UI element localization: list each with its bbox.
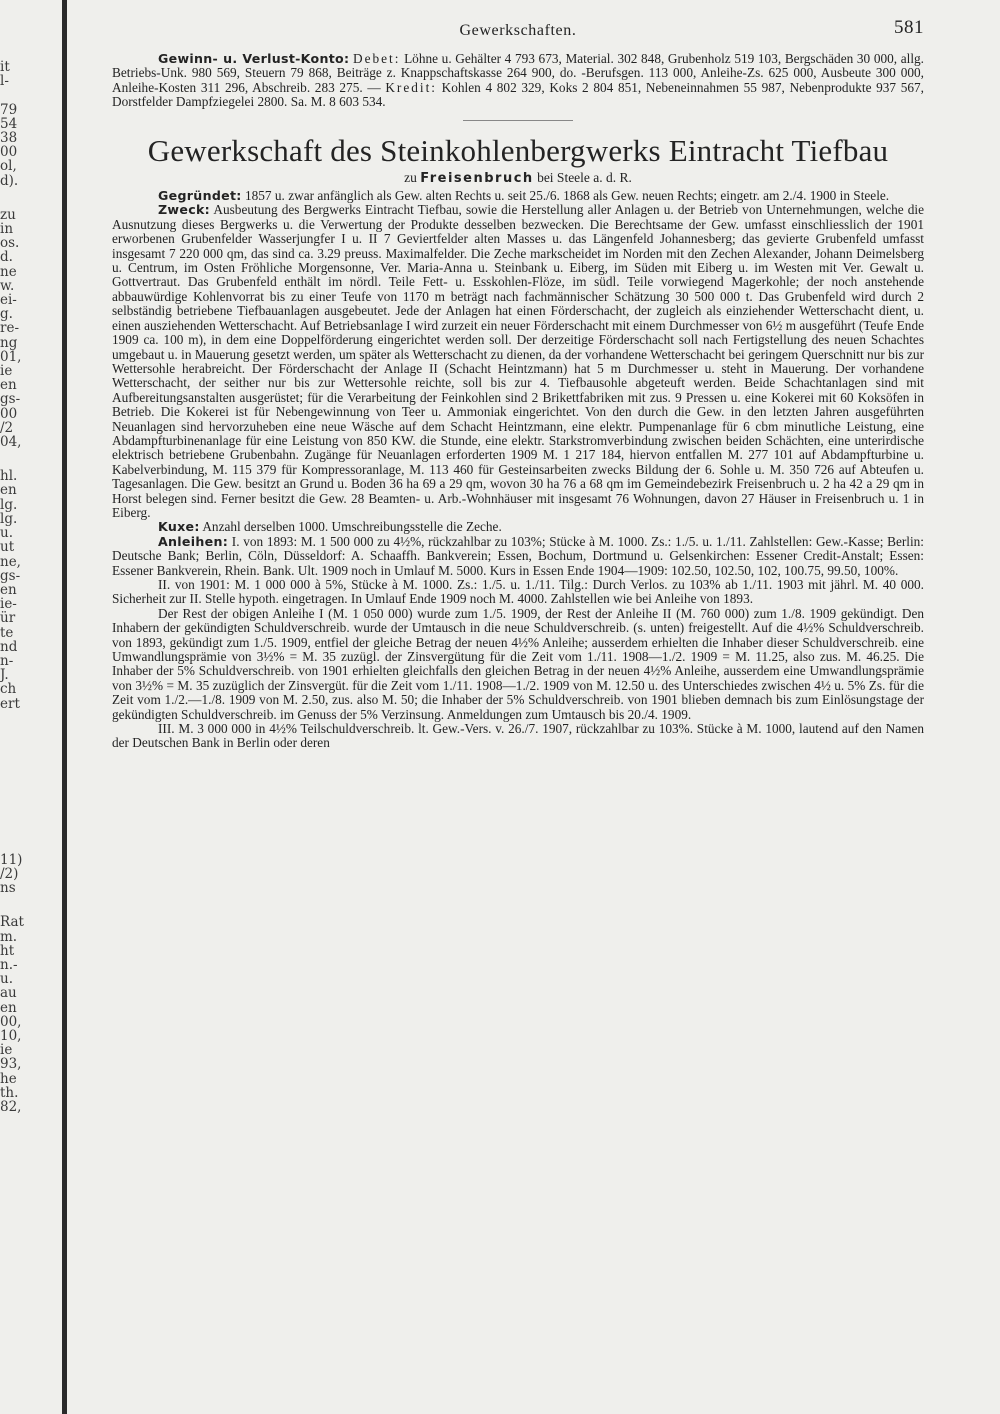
prev-column-fragment: lg. <box>0 496 18 513</box>
founded-paragraph <box>112 189 924 203</box>
prev-column-fragment: ns <box>0 880 16 897</box>
prev-column-fragment: ne, <box>0 553 21 570</box>
purpose-paragraph <box>112 203 924 520</box>
prev-column-fragment: 79 <box>0 101 18 118</box>
prev-column-fragment: zu <box>0 206 16 223</box>
prev-column-fragment: ht <box>0 942 15 959</box>
prev-column-fragment: ie <box>0 1042 13 1059</box>
column-gap <box>0 895 58 915</box>
prev-column-fragment: ie- <box>0 596 17 613</box>
prev-column-fragment: gs- <box>0 567 21 584</box>
location-place: Freisenbruch <box>420 170 534 186</box>
prev-column-fragment: u. <box>0 971 13 988</box>
profit-loss-paragraph <box>112 52 924 110</box>
prev-column-fragment: u. <box>0 525 13 542</box>
prev-column-fragment: l- <box>0 73 9 90</box>
profit-loss-label: Gewinn- u. Verlust-Konto: <box>158 51 350 66</box>
page-header <box>112 17 924 52</box>
loans-paragraph-3: Der Rest der obigen Anleihe I (M. 1 050 000) wurde zum 1./5. 1909, der Rest der Anleihe II (M. 760 000) zum 1./8. 1909 gekündigt. Den Inhabern der gekündigten Schuldverschreib. wurde der Umtausch in die neue Schuldverschreib. (s. unten) freigestellt. Auf die 4½% Schuldverschreib. von 1893, gekündigt zum 1./5. 1909, entfiel der gleiche Betrag der neuen 4½% Anleihe; ausserdem erhielten die Inhaber dieser Schuldverschreib. eine Umwandlungsprämie von 3½% = M. 35 zuzügl. der Zinsvergütung für die Zeit vom 1./11. 1908—1./2. 1909 = M. 11.25, also zus. M. 46.25. Die Inhaber der 5% Schuldverschreib. von 1901 erhielten gleichfalls den gleichen Betrag in der neuen 4½% Anleihe, ausserdem eine Umwandlungsprämie von 3½% = M. 35 zuzüglich der Zinsvergüt. für die Zeit vom 1./11. 1908—1./2. 1909 von M. 12.50 u. des Unterschiedes zwischen 4½ u. 5% Zs. für die Zeit vom 1./2.—1./8. 1909 von M. 2.50, zus. also M. 50; die Inhaber der 5% Schuldverschreib. von 1901 blieben demnach bis zum Einlösungstage der gekündigten Schuldverschreib. im Genuss der 5% Verzinsung. Anmeldungen zum Umtausch bis 20./4. 1909. <box>112 605 924 722</box>
prev-column-fragment: re- <box>0 320 20 337</box>
prev-column-fragment: au <box>0 985 17 1002</box>
prev-column-fragment: gs- <box>0 391 21 408</box>
loans-label: Anleihen: <box>158 533 229 549</box>
prev-column-fragment: ut <box>0 539 15 556</box>
prev-column-fragment: g. <box>0 306 13 323</box>
prev-column-fragment: 01, <box>0 348 22 365</box>
previous-page-column <box>0 60 58 1390</box>
prev-column-fragment: 04, <box>0 434 22 451</box>
prev-column-fragment: d). <box>0 172 19 189</box>
prev-column-fragment: he <box>0 1070 17 1087</box>
page <box>112 17 925 751</box>
prev-column-fragment: nd <box>0 638 18 655</box>
prev-column-fragment: m. <box>0 928 18 945</box>
prev-column-fragment: 00 <box>0 405 18 422</box>
prev-column-fragment: 93, <box>0 1056 22 1073</box>
prev-column-fragment: n- <box>0 652 14 669</box>
location-suffix: bei Steele a. d. R. <box>537 169 632 185</box>
column-gap <box>0 188 58 208</box>
page-number: 581 <box>894 17 924 38</box>
prev-column-fragment: ne <box>0 263 17 280</box>
prev-column-fragment: en <box>0 482 17 499</box>
prev-column-fragment: ür <box>0 610 16 627</box>
kredit-label: Kredit: <box>385 79 437 95</box>
purpose-label: Zweck: <box>158 202 210 218</box>
prev-column-fragment: 82, <box>0 1098 22 1115</box>
kredit-text: Kohlen 4 802 329, Koks 2 804 851, Nebeneinnahmen 55 987, Nebenprodukte 937 567, Dorstfelder Dampfziegelei 2800. Sa. M. 8 603 534. <box>112 79 925 110</box>
company-location <box>112 171 924 186</box>
prev-column-fragment: 00, <box>0 1013 22 1030</box>
prev-column-fragment: en <box>0 581 17 598</box>
prev-column-fragment: n.- <box>0 956 18 973</box>
debet-text: Löhne u. Gehälter 4 793 673, Material. 302 848, Grubenholz 519 103, Bergschäden 30 000, allg. Betriebs-Unk. 980 569, Steuern 79 868, Beiträge z. Knappschaftskasse 264 900, do. -Berufsgen. 113 000, Anleihe-Zs. 625 000, Ausbeute 300 000, Anleihe-Kosten 311 296, Abschreib. 283 275. — <box>112 51 924 95</box>
prev-column-fragment: th. <box>0 1084 19 1101</box>
gutter-rule <box>62 0 67 1414</box>
prev-column-fragment: ert <box>0 695 20 712</box>
prev-column-fragment: w. <box>0 277 15 294</box>
shares-text: Anzahl derselben 1000. Umschreibungsstelle die Zeche. <box>202 519 502 535</box>
prev-column-fragment: d. <box>0 249 13 266</box>
prev-column-fragment: en <box>0 377 17 394</box>
prev-column-fragment <box>0 88 58 102</box>
loans-paragraph-4: III. M. 3 000 000 in 4½% Teilschuldverschreib. lt. Gew.-Vers. v. 26./7. 1907, rückzahlbar zu 103%. Stücke à M. 1000, lautend auf den Namen der Deutschen Bank in Berlin oder deren <box>112 721 924 751</box>
section-divider <box>463 120 573 121</box>
prev-column-fragment: it <box>0 60 10 75</box>
prev-column-fragment: 38 <box>0 130 18 147</box>
column-gap <box>0 449 58 469</box>
company-title: Gewerkschaft des Steinkohlenbergwerks Eintracht Tiefbau <box>147 132 889 168</box>
prev-column-fragment: in <box>0 221 14 238</box>
prev-column-fragment: 54 <box>0 115 18 132</box>
founded-label: Gegründet: <box>158 188 242 204</box>
purpose-text: Ausbeutung des Bergwerks Eintracht Tiefbau, sowie die Herstellung aller Anlagen u. der Betrieb von Unternehmungen, welche die Ausnutzung dieses Bergwerks u. die Verwertung der Produkte desselben bezwecken. Die Berechtsame der Gew. umfasst einschliesslich der 1901 erworbenen Grubenfelder Wasserjungfer I u. II 7 Geviertfelder alten Masses u. das Längenfeld Johannesberg; das gevierte Grubenfeld umfasst insgesamt 7 220 000 qm, das sind ca. 3.29 preuss. Maximalfelder. Die Zeche markscheidet im Norden mit den Zechen Alexander, Johann Deimelsberg u. Centrum, im Osten Fröhliche Morgensonne, Ver. Maria-Anna u. Steinbank u. Eiberg, im Süden mit Eiberg u. im Westen mit Ver. Gewalt u. Gottvertraut. Das Grubenfeld enthält im nördl. Teile Fett- u. Esskohlen-Flöze, im südl. Teile vorwiegend Magerkohle; der noch anstehende abbauwürdige Kohlenvorrat bis zu einer Teufe von 1170 m beträgt nach fachmännischer Schätzung 30 500 000 t. Das Grubenfeld wird durch 2 selbständig betriebene Tiefbauanlagen ausgebeutet. Jede der Anlagen hat einen Förderschacht, der zugleich als einziehender Wetterschacht dient, u. einen ausziehenden Wetterschacht. Auf Betriebsanlage I wird zurzeit ein neuer Förderschacht mit einem Durchmesser von 6½ m ausgeführt (Teufe Ende 1909 ca. 100 m), in dem eine Doppelförderung eingerichtet werden soll. Der derzeitige Förderschacht soll nach Fertigstellung des neuen Schachtes umgebaut u. in Mauerung gesetzt werden, um später als Wetterschacht zu dienen, da der vorhandene Wetterschacht bei geringem Querschnitt nur bis zur Wettersohle herabreicht. Der Förderschacht der Anlage II (Schacht Heintzmann) hat 5 m Durchmesser u. steht in Mauerung. Der vorhandene Wetterschacht, der seither nur bis zur Wettersohle reichte, soll bis zur 4. Tiefbausohle abgeteuft werden. Beide Schachtanlagen sind mit Aufbereitungsanstalten ausgerüstet; für die Verarbeitung der Feinkohlen sind 2 Brikettfabriken mit zus. 9 Pressen u. eine Kokerei mit 60 Koksöfen in Betrieb. Die Kokerei ist für Nebengewinnung von Teer u. Ammoniak eingerichtet. Von den durch die Gew. in den letzten Jahren ausgeführten Neuanlagen sind hervorzuheben eine neue Wäsche auf dem Schacht Heintzmann, eine elektr. Pumpenanlage für 6 cbm minutliche Leistung, eine Abdampfturbinenanlage für eine Leistung von 850 KW. die Stunde, eine elektr. Starkstromverbindung zwischen beiden Schächten, eine unterirdische elektrisch betriebene Grubenbahn. Zugänge für Neuanlagen erforderten 1909 M. 1 217 184, hiervon entfallen M. 277 101 auf Abdampfturbine u. Kabelverbindung, M. 115 379 für Kompressoranlage, M. 113 460 für Gesteinsarbeiten zwecks Bildung der 6. Sohle u. M. 350 726 auf Abteufen u. Tagesanlagen. Die Gew. besitzt an Grund u. Boden 36 ha 69 a 29 qm, wovon 30 ha 76 a 68 qm im Gemeindebezirk Freisenbruch u. 2 ha 42 a 29 qm in Horst belegen sind. Ferner besitzt die Gew. 28 Beamten- u. Arb.-Wohnhäuser mit insgesamt 76 Wohnungen, davon 27 Häuser in Freisenbruch u. 1 in Eiberg. <box>112 202 924 520</box>
prev-column-fragment: os. <box>0 235 20 252</box>
running-title: Gewerkschaften. <box>459 22 577 39</box>
prev-column-fragment: ch <box>0 681 17 698</box>
prev-column-fragment: ol, <box>0 158 17 175</box>
column-gap <box>0 711 58 853</box>
prev-column-fragment: J. <box>0 667 9 684</box>
debet-label: Debet: <box>352 51 401 66</box>
loans-paragraph-2: II. von 1901: M. 1 000 000 à 5%, Stücke à M. 1000. Zs.: 1./5. u. 1./11. Tilg.: Durch Verlos. zu 103% ab 1./11. 1903 mit jährl. M. 40 000. Sicherheit zur II. Stelle hypoth. eingetragen. In Umlauf Ende 1909 noch M. 4000. Zahlstellen wie bei Anleihe von 1893. <box>112 577 924 607</box>
prev-column-fragment: Rat <box>0 914 24 931</box>
prev-column-fragment: ng <box>0 334 18 351</box>
founded-text: 1857 u. zwar anfänglich als Gew. alten Rechts u. seit 25./6. 1868 als Gew. neuen Rechts; eingetr. am 2./4. 1900 in Steele. <box>244 188 890 204</box>
prev-column-fragment: hl. <box>0 468 18 485</box>
shares-label: Kuxe: <box>158 519 200 535</box>
prev-column-fragment: /2) <box>0 865 19 882</box>
prev-column-fragment: /2 <box>0 419 14 436</box>
location-prefix: zu <box>404 169 417 185</box>
prev-column-fragment: ei- <box>0 292 17 309</box>
prev-column-fragment: en <box>0 999 17 1016</box>
prev-column-fragment: 11) <box>0 851 23 868</box>
prev-column-fragment: ie <box>0 363 13 380</box>
loans-text-1: I. von 1893: M. 1 500 000 zu 4½%, rückzahlbar zu 103%; Stücke à M. 1000. Zs.: 1./5. u. 1./11. Zahlstellen: Gew.-Kasse; Berlin: Deutsche Bank; Berlin, Cöln, Düsseldorf: A. Schaaffh. Bankverein; Essen, Bochum, Dortmund u. Gelsenkirchen: Essener Credit-Anstalt; Essen: Essener Bankverein, Rhein. Bank. Ult. 1909 noch in Umlauf M. 5000. Kurs in Essen Ende 1904—1909: 102.50, 102.50, 102, 100.75, 99.50, 100%. <box>112 533 925 578</box>
prev-column-fragment: 00 <box>0 144 18 161</box>
prev-column-fragment: te <box>0 624 14 641</box>
loans-paragraph-1 <box>112 535 924 578</box>
prev-column-fragment: 10, <box>0 1027 22 1044</box>
shares-paragraph <box>112 520 924 534</box>
prev-column-fragment: lg. <box>0 510 18 527</box>
